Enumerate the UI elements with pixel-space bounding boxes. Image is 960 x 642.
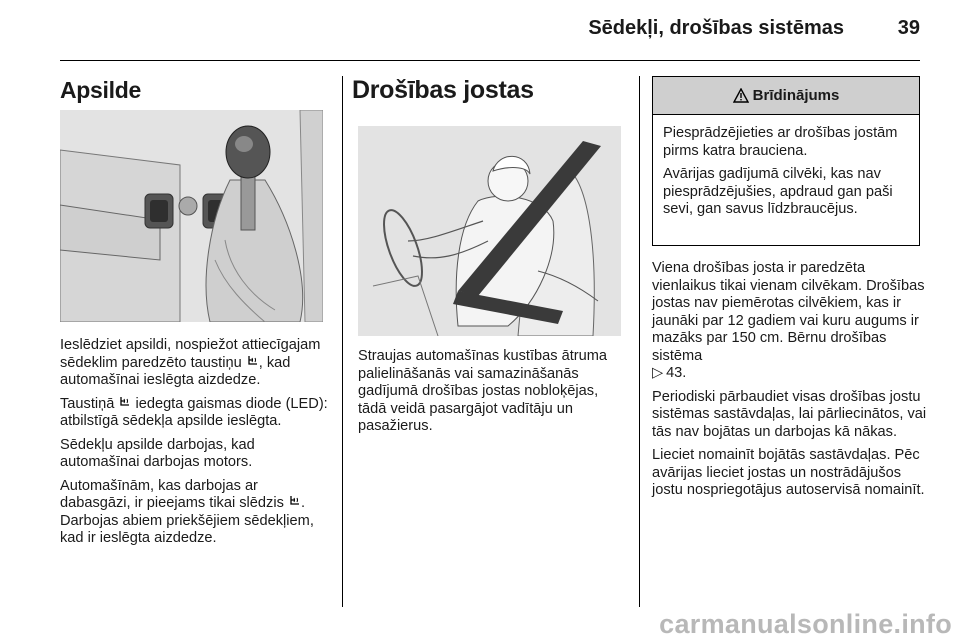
heating-paragraph-2 <box>60 396 330 431</box>
watermark: carmanualsonline.info <box>659 609 952 639</box>
heating-paragraph-4 <box>60 478 330 548</box>
belt-paragraph-1 <box>652 260 927 383</box>
warning-header <box>653 77 919 115</box>
column-divider-left <box>342 76 343 607</box>
section-heading-heating: Apsilde <box>60 77 141 103</box>
heating-paragraph-1 <box>60 337 330 390</box>
seat-belt-driver-illustration <box>358 126 621 336</box>
running-header-title: Sēdekļi, drošības sistēmas <box>588 17 844 39</box>
belt-paragraph-3: Lieciet nomainīt bojātās sastāvdaļas. Pēc avārijas lieciet jostas un nostrādājušos jostu nospriegotājus autoservisā nomainīt. <box>652 447 925 498</box>
heating-p4-part-b: . Darbojas abiem priekšējiem sēdekļiem, kad ir ieslēgta aizdedze. <box>60 495 314 546</box>
heating-text <box>60 337 330 554</box>
belt-p1-text: Viena drošības josta ir paredzēta vienlaikus tikai vienam cilvēkam. Drošības jostas nav piemērotas cilvēkiem, kas ir jaunāki par 12 gadiem vai kuru augums ir mazāks par 150 cm. Bērnu drošības sistēma <box>652 260 925 364</box>
warning-box <box>652 76 920 246</box>
heating-p4-part-a: Automašīnām, kas darbojas ar dabasgāzi, ir pieejams tikai slēdzis <box>60 477 288 511</box>
page-reference[interactable] <box>652 365 686 381</box>
warning-paragraph-1: Piesprādzējieties ar drošības jostām pirms katra brauciena. <box>663 125 898 159</box>
seat-heating-icon <box>246 355 259 368</box>
heating-p1-part-a: Ieslēdziet apsildi, nospiežot attiecīgajam sēdeklim paredzēto taustiņu <box>60 337 321 371</box>
belt-paragraph-2: Periodiski pārbaudiet visas drošības jostu sistēmas sastāvdaļas, lai pārliecinātos, vai tās nav bojātas un darbojas kā nākas. <box>652 388 927 440</box>
heating-p1-part-b: , kad automašīnai ieslēgta aizdedze. <box>60 354 291 388</box>
warning-triangle-icon <box>733 88 749 103</box>
page-reference-arrow-icon: ▷ <box>652 365 664 381</box>
heating-paragraph-3: Sēdekļu apsilde darbojas, kad automašīnai darbojas motors. <box>60 436 255 470</box>
heating-p2-part-b: iedegta gaismas diode (LED): atbilstīgā sēdekļa apsilde ieslēgta. <box>60 395 328 429</box>
section-heading-seat-belts: Drošības jostas <box>352 76 534 104</box>
heating-p2-part-a: Taustiņā <box>60 395 119 412</box>
page-number: 39 <box>897 17 920 39</box>
seat-heating-icon <box>118 396 131 409</box>
warning-body <box>653 115 919 219</box>
seat-heating-icon <box>288 495 301 508</box>
header-divider <box>60 60 920 61</box>
seat-heating-buttons-illustration <box>60 110 323 322</box>
page-reference-number: 43. <box>666 365 687 381</box>
seat-belt-intro-text: Straujas automašīnas kustības ātruma palielināšanās vai samazināšanās gadījumā drošības jostas nobloķējas, tādā veidā pasargājot vadītāju un pasažierus. <box>358 348 608 434</box>
seat-belt-details-text <box>652 260 927 506</box>
column-divider-right <box>639 76 640 607</box>
warning-paragraph-2: Avārijas gadījumā cilvēki, kas nav piesprādzējušies, apdraud gan paši sevi, gan savus līdzbraucējus. <box>663 166 893 217</box>
warning-title: Brīdinājums <box>752 87 840 104</box>
